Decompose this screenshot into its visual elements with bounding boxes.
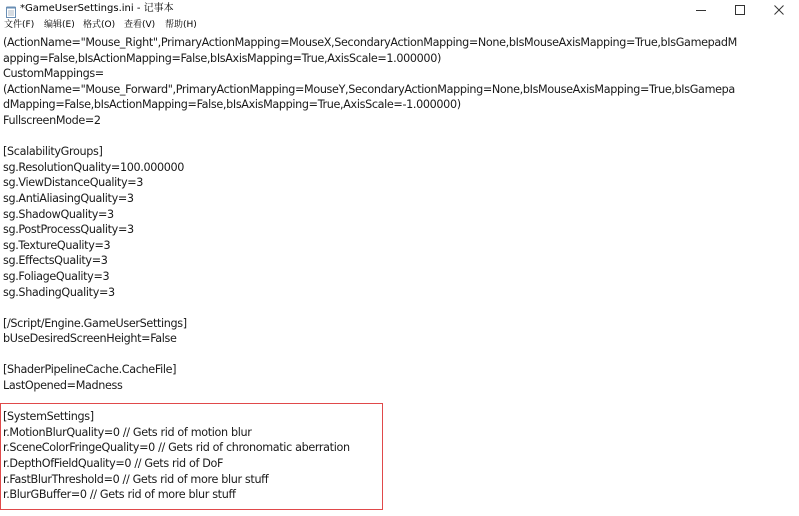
close-button[interactable]: [762, 0, 796, 18]
minimize-icon: [696, 0, 706, 19]
window-title: *GameUserSettings.ini - 记事本: [20, 3, 174, 14]
minimize-button[interactable]: [684, 0, 718, 18]
editor-line: sg.PostProcessQuality=3: [3, 223, 134, 237]
editor-line: FullscreenMode=2: [3, 113, 101, 127]
menu-item-format[interactable]: 格式(O): [83, 20, 116, 30]
editor-line: [SystemSettings]: [3, 410, 94, 424]
editor-line: r.SceneColorFringeQuality=0 // Gets rid of chronomatic aberration: [3, 441, 350, 455]
menu-item-edit[interactable]: 编辑(E): [44, 20, 75, 30]
editor-line: [/Script/Engine.GameUserSettings]: [3, 316, 187, 330]
maximize-button[interactable]: [723, 0, 757, 18]
title-bar[interactable]: [0, 0, 799, 18]
editor-line: dMapping=False,bIsActionMapping=False,bIsAxisMapping=True,AxisScale=-1.000000): [3, 98, 461, 112]
editor-line: sg.ShadowQuality=3: [3, 207, 114, 221]
editor-line: CustomMappings=: [3, 67, 104, 81]
menu-bar: [0, 18, 799, 33]
editor-line: r.BlurGBuffer=0 // Gets rid of more blur stuff: [3, 488, 236, 502]
editor-line: sg.FoliageQuality=3: [3, 269, 110, 283]
close-icon: [774, 0, 784, 19]
editor-line: [ShaderPipelineCache.CacheFile]: [3, 363, 177, 377]
editor-line: bUseDesiredScreenHeight=False: [3, 332, 177, 346]
menu-item-view[interactable]: 查看(V): [124, 20, 156, 30]
editor-line: sg.AntiAliasingQuality=3: [3, 191, 134, 205]
menu-item-help[interactable]: 帮助(H): [165, 20, 197, 30]
editor-line: sg.ShadingQuality=3: [3, 285, 115, 299]
editor-line: r.MotionBlurQuality=0 // Gets rid of motion blur: [3, 425, 252, 439]
editor-line: LastOpened=Madness: [3, 379, 123, 393]
editor-line: sg.ResolutionQuality=100.000000: [3, 160, 185, 174]
editor-line: r.DepthOfFieldQuality=0 // Gets rid of DoF: [3, 457, 224, 471]
editor-line: apping=False,bIsActionMapping=False,bIsAxisMapping=True,AxisScale=1.000000): [3, 51, 441, 65]
text-editor-area[interactable]: [0, 33, 799, 516]
notepad-icon: [6, 3, 16, 15]
editor-text[interactable]: [3, 35, 737, 503]
editor-line: [ScalabilityGroups]: [3, 145, 103, 159]
maximize-icon: [735, 0, 745, 19]
menu-item-file[interactable]: 文件(F): [4, 20, 35, 30]
editor-line: sg.ViewDistanceQuality=3: [3, 176, 144, 190]
editor-line: (ActionName="Mouse_Forward",PrimaryActionMapping=MouseY,SecondaryActionMapping=None,bIsMouseAxisMapping=True,bIsGamepa: [3, 82, 735, 96]
editor-line: (ActionName="Mouse_Right",PrimaryActionMapping=MouseX,SecondaryActionMapping=None,bIsMouseAxisMapping=True,bIsGamepadM: [3, 36, 737, 49]
editor-line: sg.TextureQuality=3: [3, 238, 111, 252]
editor-line: r.FastBlurThreshold=0 // Gets rid of more blur stuff: [3, 472, 269, 486]
editor-line: sg.EffectsQuality=3: [3, 254, 108, 268]
